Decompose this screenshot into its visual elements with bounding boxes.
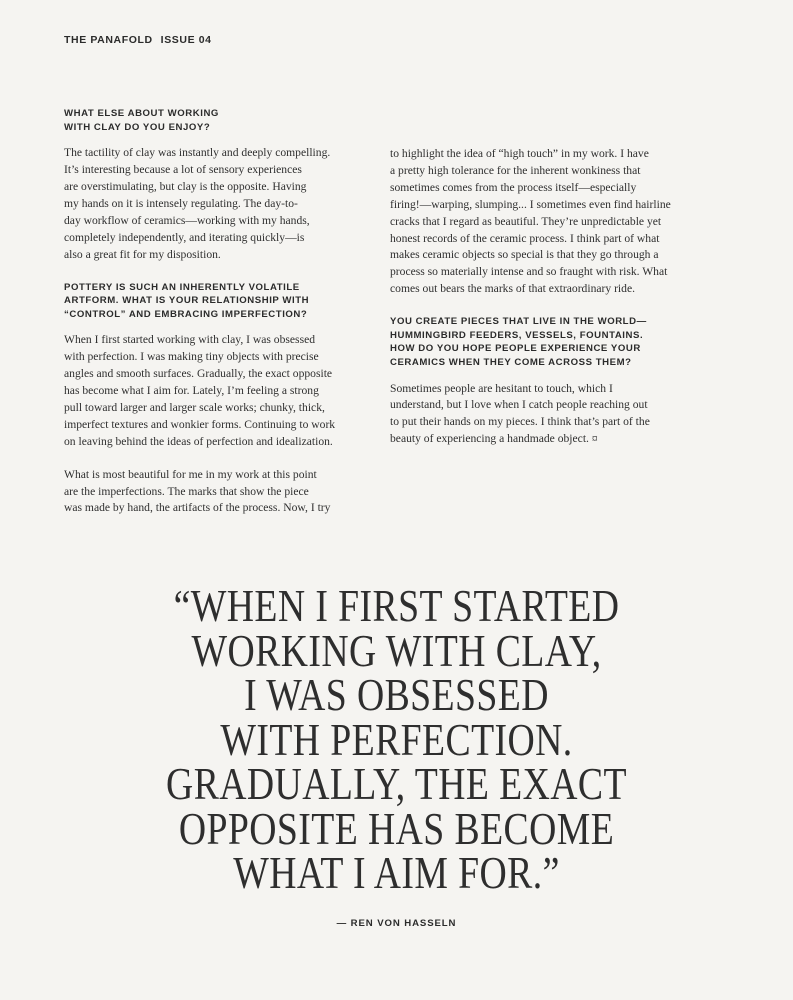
question-line: ARTFORM. WHAT IS YOUR RELATIONSHIP WITH [64, 295, 310, 307]
pull-quote-line: OPPOSITE HAS BECOME [178, 802, 615, 854]
answer-2-paragraph-1 [64, 332, 356, 450]
text-line: with perfection. I was making tiny objects with precise [64, 350, 319, 364]
text-line: on leaving behind the ideas of perfection and idealization. [64, 434, 333, 448]
text-line: It’s interesting because a lot of sensory experiences [64, 163, 302, 177]
text-line: Sometimes people are hesitant to touch, which I [390, 381, 613, 395]
quote-attribution: — REN VON HASSELN [336, 918, 457, 929]
text-line: are overstimulating, but clay is the opposite. Having [64, 180, 307, 193]
question-line: WHAT ELSE ABOUT WORKING [64, 108, 219, 119]
text-line: beauty of experiencing a handmade object. ¤ [390, 432, 598, 446]
issue-number: ISSUE 04 [160, 34, 212, 46]
text-line: to highlight the idea of “high touch” in my work. I have [390, 147, 649, 160]
text-line: angles and smooth surfaces. Gradually, the exact opposite [64, 367, 333, 381]
text-line: pull toward larger and larger scale works; chunky, thick, [64, 400, 325, 414]
question-line: POTTERY IS SUCH AN INHERENTLY VOLATILE [64, 281, 300, 293]
pull-quote-line: GRADUALLY, THE EXACT [166, 758, 627, 809]
question-line: WITH CLAY DO YOU ENJOY? [64, 121, 211, 133]
question-line: HUMMINGBIRD FEEDERS, VESSELS, FOUNTAINS. [390, 329, 644, 341]
pull-quote-line: WORKING WITH CLAY, [191, 624, 602, 676]
text-line: honest records of the ceramic process. I think part of what [390, 231, 660, 245]
text-line: a pretty high tolerance for the inherent wonkiness that [390, 163, 641, 177]
text-line: also a great fit for my disposition. [64, 247, 221, 261]
text-line: imperfect textures and wonkier forms. Continuing to work [64, 417, 336, 431]
pull-quote-line: “WHEN I FIRST STARTED [173, 580, 620, 631]
question-line: HOW DO YOU HOPE PEOPLE EXPERIENCE YOUR [390, 343, 641, 355]
text-line: comes out bears the marks of that extraordinary ride. [390, 282, 635, 296]
text-line: The tactility of clay was instantly and deeply compelling. [64, 146, 331, 160]
answer-2-paragraph-2 [64, 467, 356, 518]
left-column [64, 107, 356, 517]
text-line: firing!—warping, slumping... I sometimes even find hairline [390, 197, 671, 211]
text-line: makes ceramic objects so special is that they go through a [390, 248, 659, 262]
text-line: understand, but I love when I catch people reaching out [390, 398, 648, 412]
text-line: sometimes comes from the process itself—especially [390, 180, 637, 194]
answer-2-continued [390, 146, 682, 298]
question-line: CERAMICS WHEN THEY COME ACROSS THEM? [390, 356, 632, 368]
question-3 [390, 315, 682, 369]
text-line: completely independently, and iterating quickly—is [64, 230, 305, 244]
running-header [64, 34, 212, 46]
text-line: was made by hand, the artifacts of the process. Now, I try [64, 501, 331, 515]
text-line: my hands on it is intensely regulating. The day-to- [64, 196, 298, 210]
text-line: cracks that I regard as beautiful. They’re unpredictable yet [390, 214, 662, 228]
question-line: “CONTROL” AND EMBRACING IMPERFECTION? [64, 308, 308, 320]
answer-3 [390, 381, 682, 449]
publication-name: THE PANAFOLD [64, 34, 153, 46]
right-column [390, 146, 682, 448]
pull-quote [104, 580, 689, 898]
text-line: to put their hands on my pieces. I think that’s part of the [390, 415, 650, 429]
text-line: day workflow of ceramics—working with my hands, [64, 213, 310, 227]
text-line: has become what I aim for. Lately, I’m feeling a strong [64, 384, 319, 398]
text-line: What is most beautiful for me in my work at this point [64, 467, 317, 481]
question-1 [64, 107, 356, 134]
question-2 [64, 281, 356, 322]
answer-1 [64, 145, 356, 263]
pull-quote-line: WHAT I AIM FOR.” [233, 847, 560, 898]
text-line: are the imperfections. The marks that show the piece [64, 484, 309, 498]
pull-quote-line: I WAS OBSESSED [244, 669, 549, 720]
text-line: When I first started working with clay, I was obsessed [64, 333, 316, 347]
text-line: process so materially intense and so fraught with risk. What [390, 265, 668, 279]
pull-quote-line: WITH PERFECTION. [220, 713, 573, 765]
question-line: YOU CREATE PIECES THAT LIVE IN THE WORLD— [390, 316, 647, 328]
